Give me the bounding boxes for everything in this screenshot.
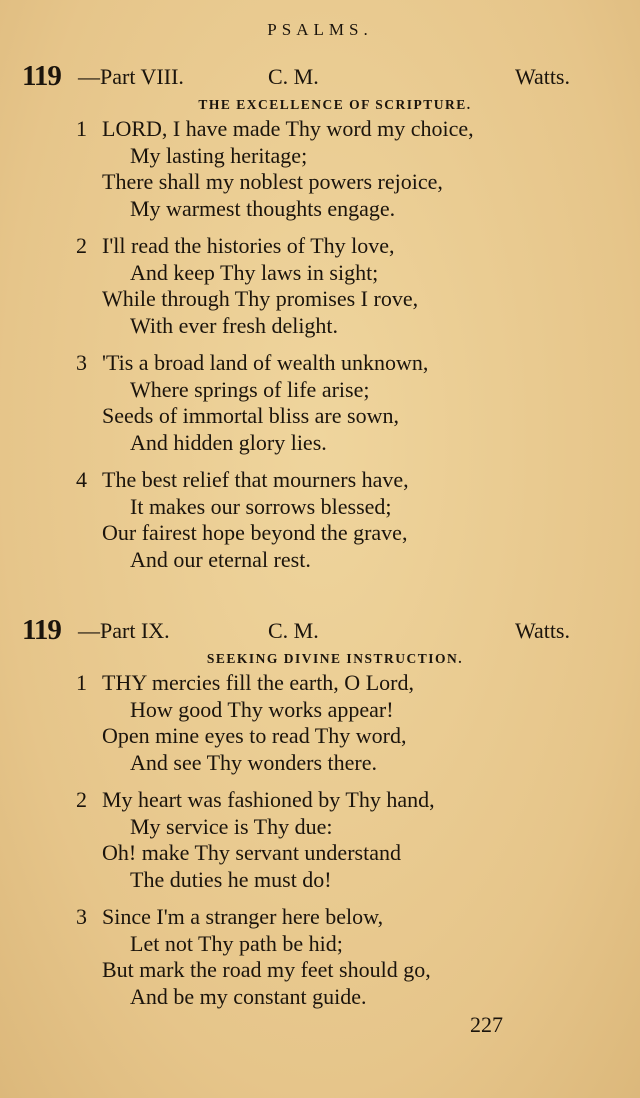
verse-line: And be my constant guide. — [130, 983, 367, 1009]
verse-line: And see Thy wonders there. — [130, 749, 378, 775]
hymn-heading — [0, 614, 640, 648]
verse-line: My lasting heritage; — [130, 142, 308, 168]
verse-line: The best relief that mourners have, — [102, 467, 409, 492]
stanza-number: 3 — [76, 904, 87, 929]
verse-line: And hidden glory lies. — [130, 429, 327, 455]
verse-line: While through Thy promises I rove, — [102, 286, 419, 311]
hymn-part: —Part IX. — [78, 618, 170, 643]
verse-line: Let not Thy path be hid; — [130, 930, 343, 956]
stanza — [0, 467, 640, 573]
verse-line: And our eternal rest. — [130, 546, 311, 572]
verse-line: But mark the road my feet should go, — [102, 957, 431, 982]
verse-line: There shall my noblest powers rejoice, — [102, 169, 443, 194]
stanza — [0, 233, 640, 339]
stanza-number: 2 — [76, 787, 87, 812]
stanza-number: 3 — [76, 350, 87, 375]
verse-line: It makes our sorrows blessed; — [130, 493, 392, 519]
verse-line: Where springs of life arise; — [130, 376, 370, 402]
stanza — [0, 787, 640, 893]
verse-line: Since I'm a stranger here below, — [102, 904, 384, 929]
verse-line: Oh! make Thy servant understand — [102, 840, 401, 865]
hymn-number: 119 — [22, 614, 61, 646]
hymn-number: 119 — [22, 60, 61, 92]
verse-line: My service is Thy due: — [130, 813, 333, 839]
verse-line: Our fairest hope beyond the grave, — [102, 520, 408, 545]
stanza-number: 1 — [76, 116, 87, 141]
hymn-part-ix — [0, 614, 640, 1021]
verse-line: How good Thy works appear! — [130, 696, 394, 722]
verse-line: I'll read the histories of Thy love, — [102, 233, 395, 258]
verse-line: Open mine eyes to read Thy word, — [102, 723, 407, 748]
hymn-heading — [0, 60, 640, 94]
running-head: PSALMS. — [267, 20, 373, 39]
verse-line: And keep Thy laws in sight; — [130, 259, 379, 285]
stanza-number: 4 — [76, 467, 87, 492]
hymn-part: —Part VIII. — [78, 64, 184, 89]
hymn-author: Watts. — [514, 618, 570, 643]
verse-line: Seeds of immortal bliss are sown, — [102, 403, 399, 428]
verse-line: 'Tis a broad land of wealth unknown, — [102, 350, 429, 375]
stanza-number: 2 — [76, 233, 87, 258]
stanza-number: 1 — [76, 670, 87, 695]
hymn-part-viii — [0, 60, 640, 584]
stanza — [0, 670, 640, 776]
stanza — [0, 350, 640, 456]
stanza — [0, 116, 640, 222]
hymn-author: Watts. — [514, 64, 570, 89]
hymn-meter: C. M. — [268, 64, 319, 89]
hymn-subtitle: SEEKING DIVINE INSTRUCTION. — [206, 651, 464, 666]
verse-line: My heart was fashioned by Thy hand, — [102, 787, 435, 812]
verse-line: The duties he must do! — [130, 866, 332, 892]
stanza — [0, 904, 640, 1010]
hymn-subtitle: THE EXCELLENCE OF SCRIPTURE. — [198, 97, 472, 112]
hymn-meter: C. M. — [268, 618, 319, 643]
verse-line: LORD, I have made Thy word my choice, — [102, 116, 474, 141]
verse-line: With ever fresh delight. — [130, 312, 339, 338]
verse-line: THY mercies fill the earth, O Lord, — [102, 670, 414, 695]
verse-line: My warmest thoughts engage. — [130, 195, 396, 221]
page-number: 227 — [470, 1012, 503, 1037]
